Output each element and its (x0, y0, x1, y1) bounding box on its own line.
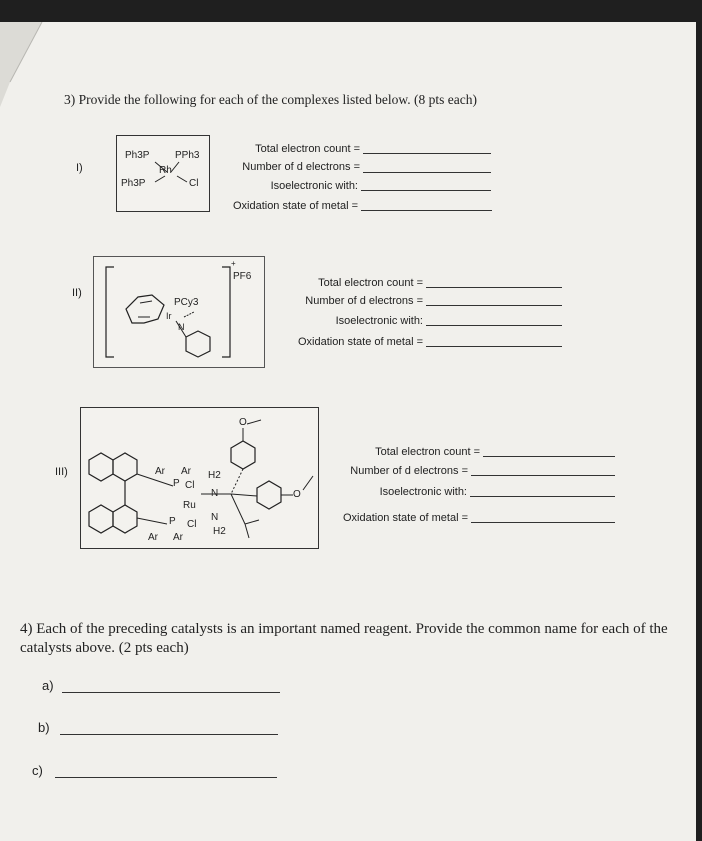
total-electron-count-label: Total electron count = (375, 446, 480, 458)
chem-label: Ru (183, 500, 196, 511)
isoelectronic-label: Isoelectronic with: (335, 315, 423, 327)
question-4-text: 4) Each of the preceding catalysts is an important named reagent. Provide the common name for each of the catalysts above. (2 pts each) (20, 621, 668, 656)
answer-line[interactable] (426, 305, 562, 306)
chem-label: N (211, 488, 219, 499)
chem-label: H2 (208, 470, 221, 481)
answer-line[interactable] (471, 475, 615, 476)
isoelectronic-label: Isoelectronic with: (379, 486, 467, 498)
answer-line[interactable] (470, 496, 615, 497)
chem-label: Ar (155, 466, 165, 477)
answer-c-label: c) (32, 763, 43, 778)
answer-line[interactable] (426, 346, 562, 347)
chem-label: H2 (213, 526, 226, 537)
chem-label: O (293, 489, 301, 500)
complex-ii-structure (93, 256, 265, 368)
complex-iii-numeral: III) (55, 466, 68, 478)
oxidation-state-label: Oxidation state of metal = (297, 336, 423, 348)
chem-label: Rh (159, 165, 172, 176)
chem-label: Cl (185, 480, 195, 491)
answer-a-label: a) (42, 678, 54, 693)
worksheet-page (0, 22, 696, 841)
chem-label: PPh3 (175, 150, 200, 161)
chem-label: P (173, 478, 180, 489)
page-shadow (0, 22, 60, 112)
complex-i-numeral: I) (76, 162, 83, 174)
chem-label: Ir (166, 311, 172, 321)
chem-label: O (239, 417, 247, 428)
isoelectronic-label: Isoelectronic with: (270, 180, 358, 192)
d-electrons-label: Number of d electrons = (242, 161, 360, 173)
answer-line[interactable] (426, 287, 562, 288)
chem-label: N (211, 512, 219, 523)
complex-iii-structure (80, 407, 319, 549)
chem-label: Ph3P (125, 150, 150, 161)
answer-line[interactable] (361, 190, 491, 191)
answer-line[interactable] (361, 210, 492, 211)
answer-b-line[interactable] (60, 734, 278, 735)
complex-ii-numeral: II) (72, 287, 82, 299)
chem-label: Ar (148, 532, 158, 543)
chem-label: Ar (181, 466, 191, 477)
d-electrons-label: Number of d electrons = (305, 295, 423, 307)
chem-label: PF6 (233, 271, 252, 282)
answer-line[interactable] (426, 325, 562, 326)
chem-label: Cl (189, 178, 199, 189)
d-electrons-label: Number of d electrons = (350, 465, 468, 477)
answer-a-line[interactable] (62, 692, 280, 693)
oxidation-state-label: Oxidation state of metal = (232, 200, 358, 212)
answer-line[interactable] (363, 153, 491, 154)
chem-label: Ph3P (121, 178, 146, 189)
chem-label: P (169, 516, 176, 527)
answer-c-line[interactable] (55, 777, 277, 778)
answer-b-label: b) (38, 720, 50, 735)
complex-i-structure (116, 135, 210, 212)
question-3-heading: 3) Provide the following for each of the complexes listed below. (8 pts each) (64, 92, 478, 107)
total-electron-count-label: Total electron count = (318, 277, 423, 289)
total-electron-count-label: Total electron count = (255, 143, 360, 155)
answer-line[interactable] (363, 172, 491, 173)
complex-iii-drawing (81, 408, 318, 548)
oxidation-state-label: Oxidation state of metal = (342, 512, 468, 524)
answer-line[interactable] (483, 456, 615, 457)
chem-label: Cl (187, 519, 197, 530)
chem-label: Ar (173, 532, 183, 543)
chem-label: PCy3 (174, 297, 199, 308)
chem-label: + (231, 259, 236, 268)
chem-label: N (178, 322, 185, 332)
answer-line[interactable] (471, 522, 615, 523)
